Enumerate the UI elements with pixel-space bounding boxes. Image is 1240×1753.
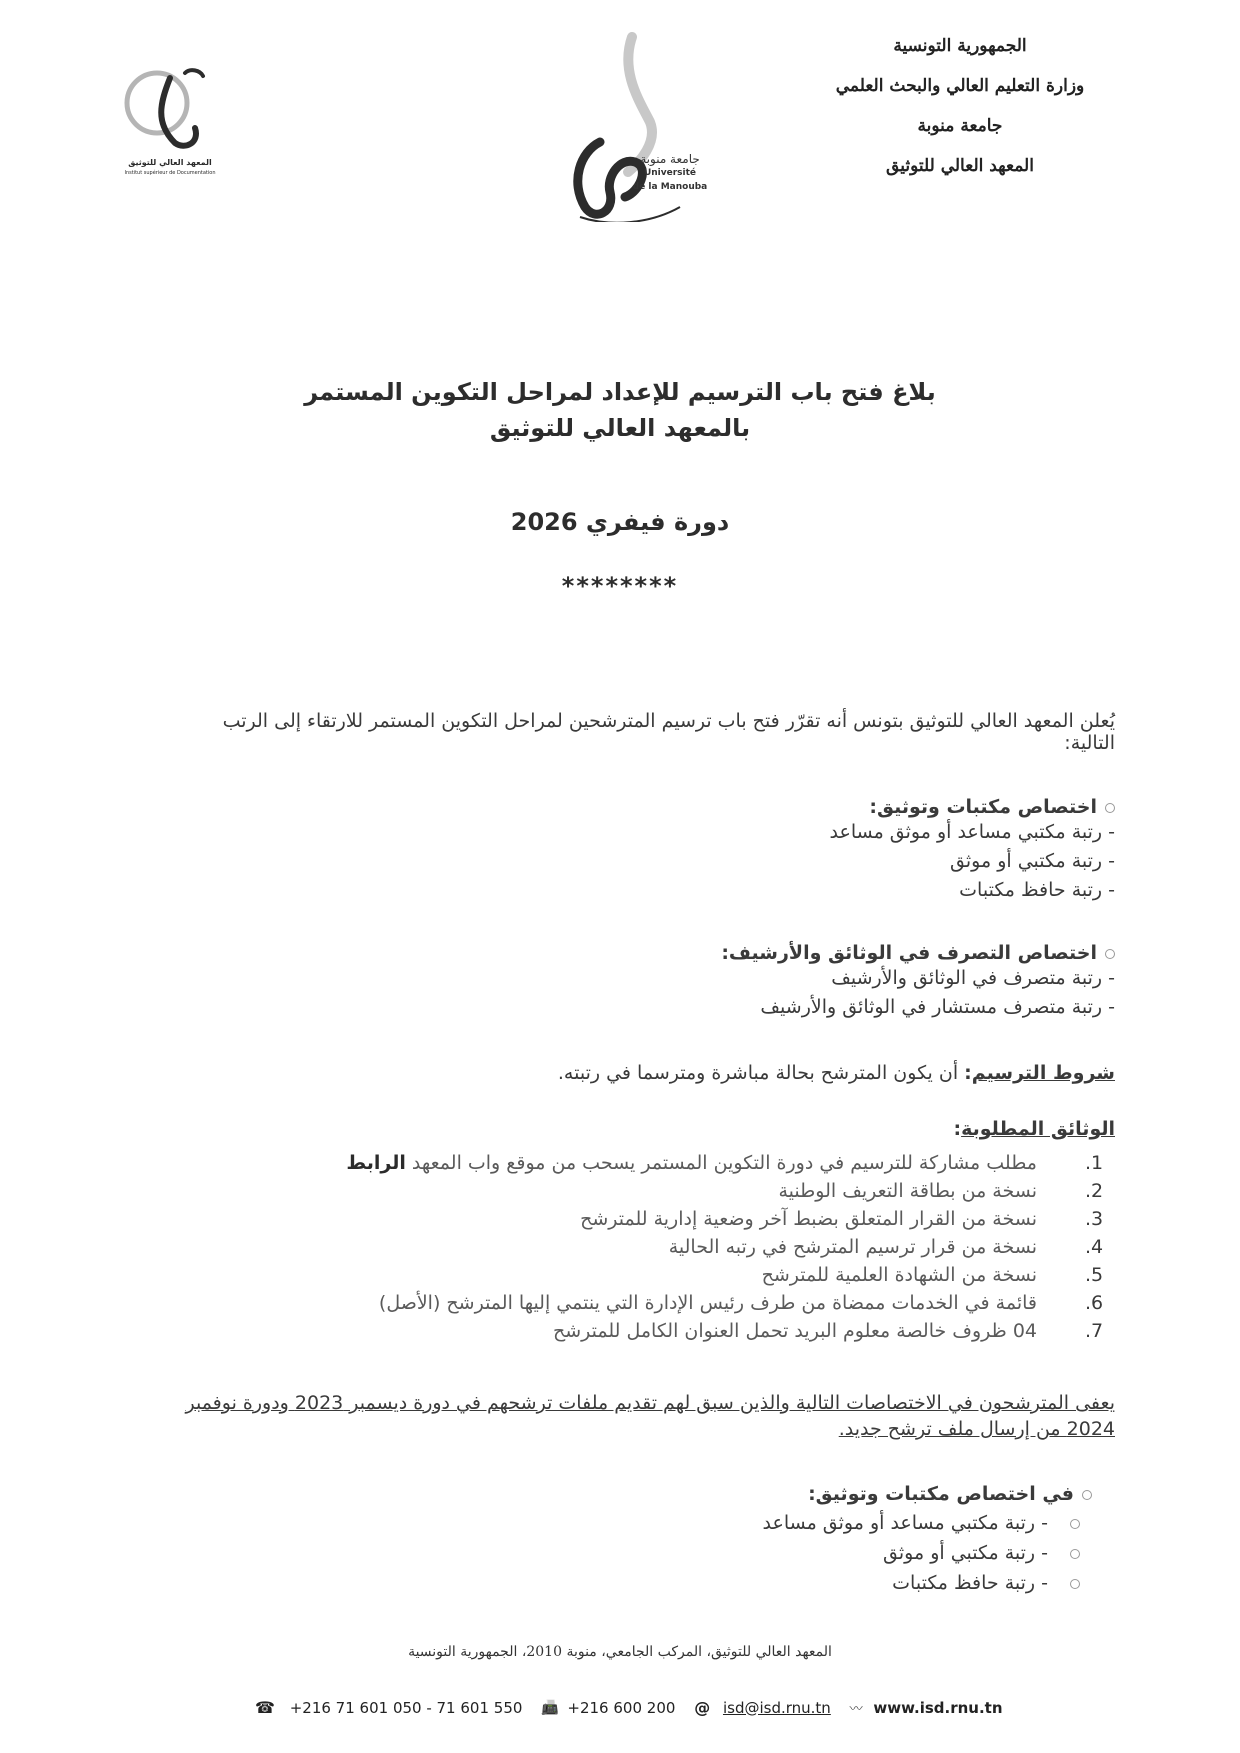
uni-logo-arabic: جامعة منوبة — [640, 152, 700, 166]
isd-logo-french: Institut supérieur de Documentation — [124, 170, 216, 176]
exempt-section-heading: في اختصاص مكتبات وتوثيق: — [492, 1480, 1092, 1508]
document-number: 7. — [1085, 1320, 1104, 1342]
uni-logo-fr-line2: de la Manouba — [632, 182, 708, 192]
circle-bullet-icon — [1105, 949, 1115, 959]
gov-line-university: جامعة منوبة — [917, 116, 1003, 136]
document-number: 2. — [1085, 1180, 1104, 1202]
gov-line-institute: المعهد العالي للتوثيق — [886, 156, 1034, 176]
document-text: نسخة من الشهادة العلمية للمترشح — [761, 1264, 1037, 1286]
exempt-rank-item: - رتبة مكتبي أو موثق — [492, 1538, 1080, 1568]
section-archives-heading: اختصاص التصرف في الوثائق والأرشيف: — [515, 942, 1115, 964]
web-icon: 〰 — [849, 1702, 863, 1717]
section-libraries — [515, 796, 1115, 905]
conditions-line — [558, 1062, 1115, 1084]
fax-icon: 📠 — [541, 1699, 559, 1716]
intro-line2: التالية: — [1064, 732, 1115, 754]
footer-fax: +216 600 200 — [567, 1698, 676, 1717]
circle-bullet-icon — [1070, 1519, 1080, 1529]
gov-line-ministry: وزارة التعليم العالي والبحث العلمي — [835, 76, 1085, 96]
section-libraries-heading: اختصاص مكتبات وتوثيق: — [515, 796, 1115, 818]
document-text: قائمة في الخدمات ممضاة من طرف رئيس الإدارة التي ينتمي إليها المترشح (الأصل) — [378, 1292, 1037, 1314]
document-item — [215, 1152, 1115, 1180]
conditions-colon: : — [964, 1062, 972, 1084]
government-header — [810, 36, 1110, 196]
intro-paragraph — [115, 710, 1115, 754]
footer-address: المعهد العالي للتوثيق، المركب الجامعي، منوبة 2010، الجمهورية التونسية — [408, 1644, 832, 1660]
circle-bullet-icon — [1105, 803, 1115, 813]
document-number: 4. — [1085, 1236, 1104, 1258]
document-item — [215, 1320, 1115, 1348]
footer-website[interactable]: www.isd.rnu.tn — [873, 1698, 1003, 1717]
circle-bullet-icon — [1070, 1579, 1080, 1589]
document-text: نسخة من بطاقة التعريف الوطنية — [778, 1180, 1037, 1202]
announcement-title-line1: بلاغ فتح باب الترسيم للإعداد لمراحل التكوين المستمر — [304, 378, 936, 406]
session-title: دورة فيفري 2026 — [510, 508, 730, 536]
rank-item: - رتبة حافظ مكتبات — [959, 879, 1115, 901]
conditions-label: شروط الترسيم — [971, 1062, 1115, 1084]
uni-logo-fr-line1: Université — [643, 168, 697, 178]
rank-item: - رتبة متصرف في الوثائق والأرشيف — [831, 967, 1115, 989]
documents-heading: الوثائق المطلوبة: — [953, 1118, 1115, 1140]
phone-icon: ☎ — [255, 1698, 275, 1717]
footer-contact — [255, 1698, 1035, 1722]
gov-line-republic: الجمهورية التونسية — [893, 36, 1027, 56]
section-archives — [515, 942, 1115, 1022]
document-number: 6. — [1085, 1292, 1104, 1314]
announcement-title-line2: بالمعهد العالي للتوثيق — [489, 414, 751, 442]
document-number: 5. — [1085, 1264, 1104, 1286]
footer-email[interactable]: isd@isd.rnu.tn — [722, 1698, 831, 1717]
rank-item: - رتبة متصرف مستشار في الوثائق والأرشيف — [760, 996, 1115, 1018]
circle-bullet-icon — [1082, 1490, 1092, 1500]
at-icon: @ — [694, 1698, 711, 1717]
isd-logo — [115, 58, 225, 183]
circle-bullet-icon — [1070, 1549, 1080, 1559]
document-item — [215, 1180, 1115, 1208]
conditions-text: أن يكون المترشح بحالة مباشرة ومترسما في رتبته. — [557, 1062, 965, 1084]
document-text: 04 ظروف خالصة معلوم البريد تحمل العنوان الكامل للمترشح — [552, 1320, 1037, 1342]
university-manouba-logo — [540, 32, 708, 222]
exempt-rank-item: - رتبة حافظ مكتبات — [492, 1568, 1080, 1598]
isd-logo-arabic: المعهد العالي للتوثيق — [128, 158, 212, 167]
document-link-text: الرابط — [346, 1152, 406, 1174]
document-text: مطلب مشاركة للترسيم في دورة التكوين المستمر يسحب من موقع واب المعهد الرابط — [346, 1152, 1037, 1174]
exemption-line1: يعفى المترشحون في الاختصاصات التالية والذين سبق لهم تقديم ملفات ترشحهم في دورة ديسمبر 2023 ودورة نوفمبر — [185, 1392, 1115, 1414]
exempt-section-libraries — [492, 1480, 1092, 1598]
document-text: نسخة من القرار المتعلق بضبط آخر وضعية إدارية للمترشح — [580, 1208, 1037, 1230]
separator-stars: ******** — [561, 572, 679, 600]
document-number: 3. — [1085, 1208, 1104, 1230]
document-item — [215, 1208, 1115, 1236]
document-text: نسخة من قرار ترسيم المترشح في رتبه الحالية — [668, 1236, 1037, 1258]
exempt-rank-item: - رتبة مكتبي مساعد أو موثق مساعد — [492, 1508, 1080, 1538]
document-number: 1. — [1085, 1152, 1104, 1174]
rank-item: - رتبة مكتبي أو موثق — [950, 850, 1115, 872]
rank-item: - رتبة مكتبي مساعد أو موثق مساعد — [829, 821, 1115, 843]
exemption-paragraph — [115, 1390, 1115, 1442]
footer-phone: +216 71 601 050 - 71 601 550 — [289, 1698, 523, 1717]
document-item — [215, 1236, 1115, 1264]
document-item — [215, 1292, 1115, 1320]
intro-line1: يُعلن المعهد العالي للتوثيق بتونس أنه تقرّر فتح باب ترسيم المترشحين لمراحل التكوين المستمر للارتقاء إلى الرتب — [222, 710, 1115, 732]
document-item — [215, 1264, 1115, 1292]
exemption-line2: 2024 من إرسال ملف ترشح جديد. — [838, 1418, 1115, 1440]
